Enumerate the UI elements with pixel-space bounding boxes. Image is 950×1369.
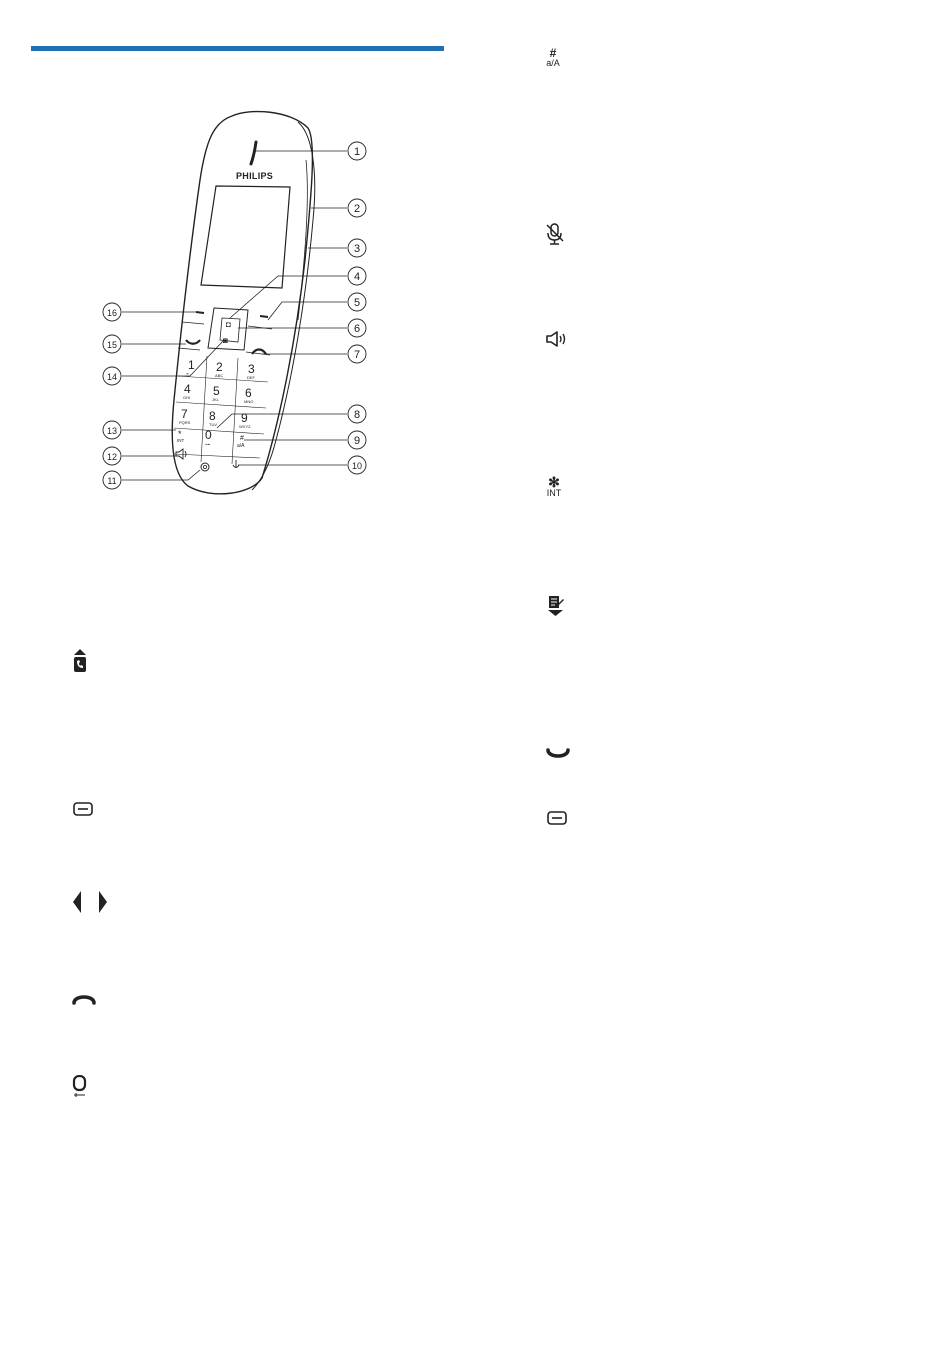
hash-key-label: # bbox=[549, 46, 557, 60]
callout-1: 1 bbox=[353, 146, 361, 158]
phonebook-icon bbox=[547, 595, 565, 617]
callout-5: 5 bbox=[353, 297, 361, 309]
earpiece bbox=[251, 142, 256, 164]
display-screen bbox=[201, 186, 290, 288]
key-3-sub: DEF bbox=[247, 375, 255, 380]
key-star-digit: * bbox=[178, 429, 182, 439]
left-softkey bbox=[196, 312, 204, 313]
callout-4: 4 bbox=[353, 271, 361, 283]
callout-13: 13 bbox=[106, 426, 118, 436]
key-6-digit: 6 bbox=[245, 386, 252, 400]
key-1-sub: ∞ bbox=[186, 371, 189, 376]
key-hash-digit: # bbox=[240, 435, 244, 442]
speaker-icon bbox=[546, 331, 570, 347]
talk-icon bbox=[546, 748, 570, 760]
callout-11: 11 bbox=[107, 476, 117, 486]
menu-key bbox=[201, 463, 209, 471]
callout-16: 16 bbox=[106, 308, 118, 318]
callout-12: 12 bbox=[106, 452, 118, 462]
callout-2: 2 bbox=[353, 203, 361, 215]
hash-key-icon bbox=[541, 47, 565, 68]
navigate-left-right-icon bbox=[71, 891, 111, 913]
handset-illustration bbox=[0, 100, 475, 520]
key-4-digit: 4 bbox=[184, 382, 191, 396]
callout-14: 14 bbox=[106, 372, 118, 382]
star-key-icon bbox=[542, 475, 566, 498]
softkey-icon bbox=[73, 802, 93, 816]
callout-10: 10 bbox=[351, 461, 363, 471]
key-9-sub: WXYZ bbox=[239, 424, 251, 429]
key-hash-sub: a/A bbox=[237, 443, 245, 449]
key-star-sub: INT bbox=[177, 438, 185, 443]
key-5-digit: 5 bbox=[213, 384, 220, 398]
zero-key-icon bbox=[72, 1075, 88, 1099]
callout-7: 7 bbox=[353, 349, 361, 361]
brand-logo: PHILIPS bbox=[236, 171, 274, 181]
section-header-rule bbox=[31, 46, 444, 51]
key-0-sub: ⊶ bbox=[205, 442, 210, 448]
key-4-sub: GHI bbox=[183, 395, 191, 400]
star-key-sublabel: INT bbox=[546, 488, 562, 498]
key-8-digit: 8 bbox=[209, 409, 216, 423]
key-0-digit: 0 bbox=[205, 428, 212, 442]
key-7-sub: PQRS bbox=[179, 420, 191, 425]
svg-text:◙: ◙ bbox=[223, 336, 228, 345]
handset-side-edge-2 bbox=[298, 160, 307, 320]
callout-15: 15 bbox=[106, 340, 118, 350]
key-2-sub: ABC bbox=[215, 373, 224, 378]
mute-key bbox=[233, 460, 239, 468]
end-call-icon bbox=[72, 993, 96, 1005]
hash-key-sublabel: a/A bbox=[546, 58, 560, 68]
right-softkey bbox=[260, 316, 268, 317]
key-3-digit: 3 bbox=[248, 362, 255, 376]
key-8-sub: TUV bbox=[209, 422, 217, 427]
callout-8: 8 bbox=[353, 409, 361, 421]
nav-key bbox=[208, 308, 248, 350]
mute-icon bbox=[545, 223, 565, 247]
svg-text:◘: ◘ bbox=[226, 320, 231, 329]
key-9-digit: 9 bbox=[241, 411, 248, 425]
callout-3: 3 bbox=[353, 243, 361, 255]
key-5-sub: JKL bbox=[212, 397, 219, 402]
key-6-sub: MNO bbox=[244, 399, 254, 404]
talk-key bbox=[186, 340, 200, 344]
softkey-icon bbox=[547, 811, 567, 825]
key-1-digit: 1 bbox=[188, 358, 195, 372]
key-2-digit: 2 bbox=[216, 360, 223, 374]
star-key-label: ✻ bbox=[548, 474, 560, 490]
key-7-digit: 7 bbox=[181, 407, 188, 421]
navigate-up-call-log-icon bbox=[72, 649, 88, 675]
callout-9: 9 bbox=[353, 435, 361, 447]
callout-6: 6 bbox=[353, 323, 361, 335]
